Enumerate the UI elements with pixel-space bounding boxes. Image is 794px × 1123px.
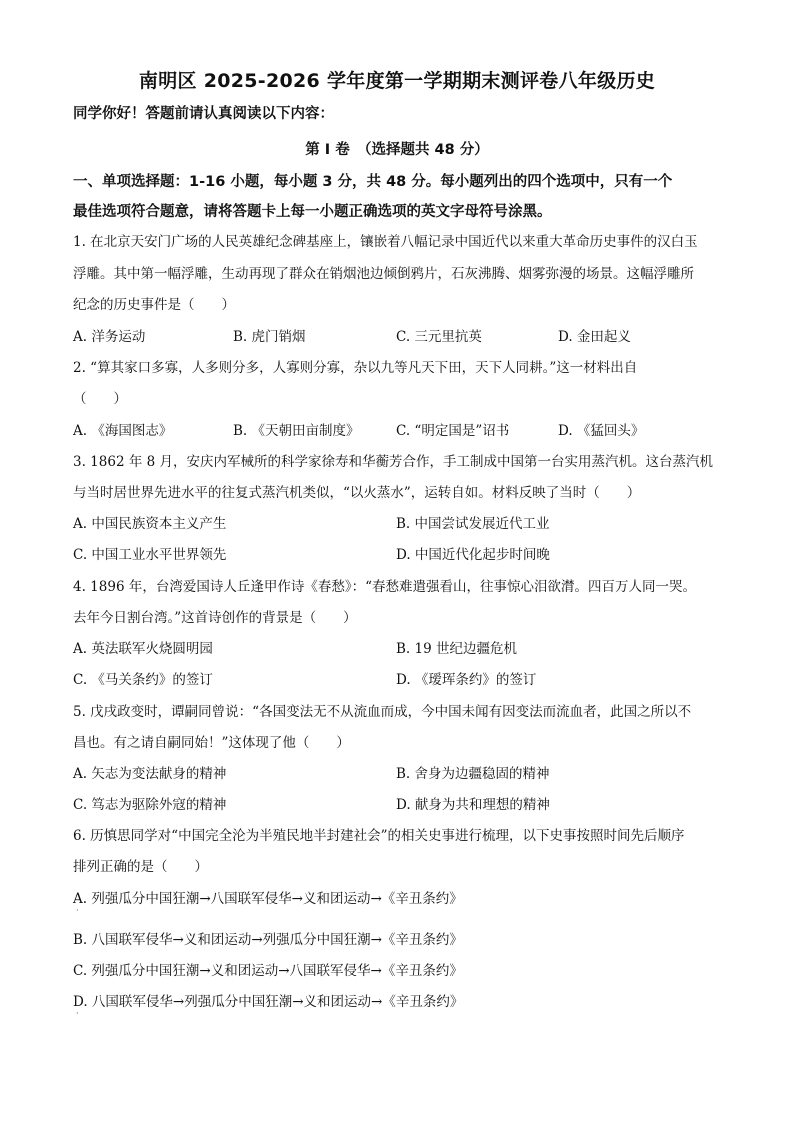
question-1-option-c[interactable]: C. 三元里抗英 xyxy=(396,329,482,345)
question-3-option-b[interactable]: B. 中国尝试发展近代工业 xyxy=(396,516,550,532)
question-4-option-a[interactable]: A. 英法联军火烧圆明园 xyxy=(73,641,213,657)
question-6-line-1: 6. 历慎思同学对“中国完全沦为半殖民地半封建社会”的相关史事进行梳理，以下史事按照时间先后顺序 xyxy=(73,828,685,844)
question-2-line-2: （ ） xyxy=(73,391,127,407)
question-2-option-c[interactable]: C. “明定国是”诏书 xyxy=(396,423,510,439)
question-6-option-d[interactable]: D. 八国联军侵华→列强瓜分中国狂潮→义和团运动→《辛丑条约》 xyxy=(73,994,464,1010)
exam-title: 南明区 2025-2026 学年度第一学期期末测评卷八年级历史 xyxy=(138,70,656,92)
greeting: 同学你好！答题前请认真阅读以下内容： xyxy=(73,106,334,122)
option-marker-dot: · xyxy=(76,1009,79,1018)
question-3-option-a[interactable]: A. 中国民族资本主义产生 xyxy=(73,516,227,532)
question-3-line-1: 3. 1862 年 8 月，安庆内军械所的科学家徐寿和华蘅芳合作，手工制成中国第一台实用蒸汽机。这台蒸汽机 xyxy=(73,454,713,470)
question-2-option-d[interactable]: D. 《猛回头》 xyxy=(558,423,645,439)
question-5-line-2: 昌也。有之请自嗣同始！”这体现了他（ ） xyxy=(73,735,350,751)
question-3-option-d[interactable]: D. 中国近代化起步时间晚 xyxy=(396,547,550,563)
question-5-option-b[interactable]: B. 舍身为边疆稳固的精神 xyxy=(396,766,550,782)
question-6-option-b[interactable]: B. 八国联军侵华→义和团运动→列强瓜分中国狂潮→《辛丑条约》 xyxy=(73,932,463,948)
question-6-option-c[interactable]: C. 列强瓜分中国狂潮→义和团运动→八国联军侵华→《辛丑条约》 xyxy=(73,963,463,979)
question-5-option-d[interactable]: D. 献身为共和理想的精神 xyxy=(396,797,550,813)
question-2-line-1: 2. “算其家口多寡，人多则分多，人寡则分寡，杂以九等凡天下田，天下人同耕。”这一材料出自 xyxy=(73,360,638,376)
question-4-option-d[interactable]: D. 《瑷珲条约》的签订 xyxy=(396,672,537,688)
question-4-line-2: 去年今日割台湾。”这首诗创作的背景是（ ） xyxy=(73,610,357,626)
question-2-option-b[interactable]: B. 《天朝田亩制度》 xyxy=(233,423,360,439)
question-1-line-1: 1. 在北京天安门广场的人民英雄纪念碑基座上，镶嵌着八幅记录中国近代以来重大革命历史事件的汉白玉 xyxy=(73,234,698,250)
section-instruction-line-1: 一、单项选择题：1-16 小题，每小题 3 分，共 48 分。每小题列出的四个选项中，只有一个 xyxy=(73,174,673,190)
question-1-line-2: 浮雕。其中第一幅浮雕，生动再现了群众在销烟池边倾倒鸦片，石灰沸腾、烟雾弥漫的场景。这幅浮雕所 xyxy=(73,266,694,282)
question-5-line-1: 5. 戊戌政变时，谭嗣同曾说：“各国变法无不从流血而成，今中国未闻有因变法而流血者，此国之所以不 xyxy=(73,704,692,720)
question-4-option-b[interactable]: B. 19 世纪边疆危机 xyxy=(396,641,517,657)
question-4-option-c[interactable]: C. 《马关条约》的签订 xyxy=(73,672,213,688)
option-marker-dot: · xyxy=(76,906,79,915)
section-instruction-line-2: 最佳选项符合题意，请将答题卡上每一小题正确选项的英文字母符号涂黑。 xyxy=(73,204,552,220)
question-1-option-d[interactable]: D. 金田起义 xyxy=(558,329,631,345)
question-5-option-c[interactable]: C. 笃志为驱除外寇的精神 xyxy=(73,797,227,813)
question-6-option-a[interactable]: A. 列强瓜分中国狂潮→八国联军侵华→义和团运动→《辛丑条约》 xyxy=(73,891,463,907)
question-6-line-2: 排列正确的是（ ） xyxy=(73,859,208,875)
question-1-line-3: 纪念的历史事件是（ ） xyxy=(73,297,235,313)
question-3-line-2: 与当时居世界先进水平的往复式蒸汽机类似，“以火蒸水”，运转自如。材料反映了当时（ ） xyxy=(73,485,641,501)
question-1-option-a[interactable]: A. 洋务运动 xyxy=(73,329,146,345)
question-2-option-a[interactable]: A. 《海国图志》 xyxy=(73,423,173,439)
question-5-option-a[interactable]: A. 矢志为变法献身的精神 xyxy=(73,766,227,782)
volume-header: 第 I 卷 （选择题共 48 分） xyxy=(305,142,489,158)
question-1-option-b[interactable]: B. 虎门销烟 xyxy=(233,329,306,345)
question-3-option-c[interactable]: C. 中国工业水平世界领先 xyxy=(73,547,227,563)
question-4-line-1: 4. 1896 年，台湾爱国诗人丘逢甲作诗《春愁》：“春愁难遣强看山，往事惊心泪欲潸。四百万人同一哭。 xyxy=(73,579,696,595)
